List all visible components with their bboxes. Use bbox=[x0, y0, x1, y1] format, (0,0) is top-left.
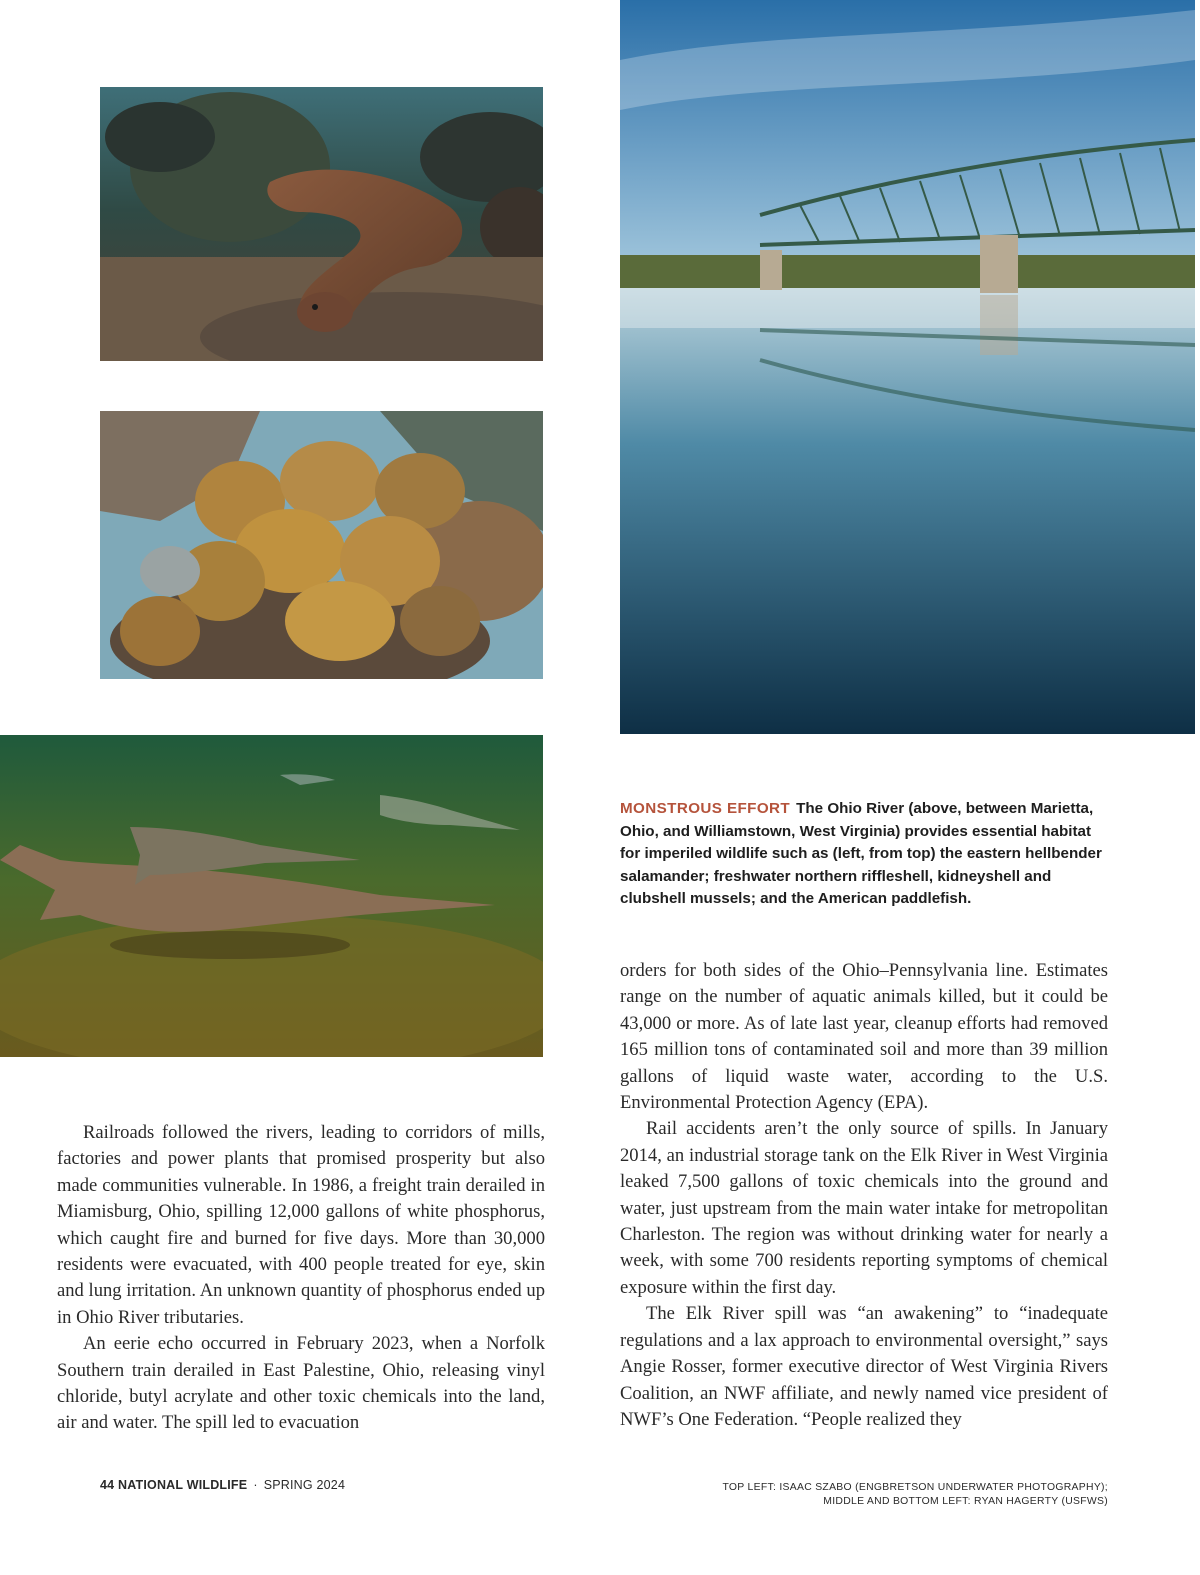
article-column-left bbox=[57, 1120, 545, 1437]
credit-line: TOP LEFT: ISAAC SZABO (ENGBRETSON UNDERWATER PHOTOGRAPHY); bbox=[722, 1482, 1108, 1493]
photo-credits bbox=[722, 1481, 1108, 1509]
mussels-photo bbox=[100, 411, 543, 679]
ohio-river-bridge-photo bbox=[620, 0, 1195, 734]
caption-kicker: MONSTROUS EFFORT bbox=[620, 800, 791, 817]
hellbender-photo bbox=[100, 87, 543, 361]
photo-caption bbox=[620, 798, 1112, 911]
paragraph: The Elk River spill was “an awakening” to “inadequate regulations and a lax approach to environmental oversight,” says Angie Rosser, former executive director of West Virginia Rivers Coalition, an NWF affiliate, and newly named vice president of NWF’s One Federation. “People realized they bbox=[620, 1303, 1108, 1430]
caption-text: The Ohio River (above, between Marietta, Ohio, and Williamstown, West Virginia) provides essential habitat for imperiled wildlife such as (left, from top) the eastern hellbender salamander; freshwater northern riffleshell, kidneyshell and clubshell mussels; and the American paddlefish. bbox=[620, 800, 1102, 907]
footer-separator: · bbox=[253, 1478, 258, 1492]
page-number: 44 bbox=[100, 1478, 115, 1492]
paragraph: orders for both sides of the Ohio–Pennsylvania line. Estimates range on the number of aquatic animals killed, but it could be 43,000 or more. As of late last year, cleanup efforts had removed 165 million tons of contaminated soil and more than 39 million gallons of liquid waste water, according to the U.S. Environmental Protection Agency (EPA). bbox=[620, 960, 1108, 1114]
page-footer bbox=[100, 1478, 345, 1492]
paragraph: Rail accidents aren’t the only source of spills. In January 2014, an industrial storage tank on the Elk River in West Virginia leaked 7,500 gallons of toxic chemicals into the ground and water, just upstream from the main water intake for metropolitan Charleston. The region was without drinking water for nearly a week, with some 700 residents reporting symptoms of chemical exposure within the first day. bbox=[620, 1118, 1108, 1298]
article-column-right bbox=[620, 958, 1108, 1433]
magazine-name: NATIONAL WILDLIFE bbox=[118, 1478, 248, 1492]
paragraph: An eerie echo occurred in February 2023, when a Norfolk Southern train derailed in East Palestine, Ohio, releasing vinyl chloride, butyl acrylate and other toxic chemicals into the land, air and water. The spill led to evacuation bbox=[57, 1333, 545, 1434]
paragraph: Railroads followed the rivers, leading to corridors of mills, factories and power plants that promised prosperity but also made communities vulnerable. In 1986, a freight train derailed in Miamisburg, Ohio, spilling 12,000 gallons of white phosphorus, which caught fire and burned for five days. More than 30,000 residents were evacuated, with 400 people treated for eye, skin and lung irritation. An unknown quantity of phosphorus ended up in Ohio River tributaries. bbox=[57, 1122, 545, 1328]
credit-line: MIDDLE AND BOTTOM LEFT: RYAN HAGERTY (USFWS) bbox=[823, 1496, 1108, 1507]
paddlefish-photo bbox=[0, 735, 543, 1057]
issue-date: SPRING 2024 bbox=[263, 1478, 346, 1492]
